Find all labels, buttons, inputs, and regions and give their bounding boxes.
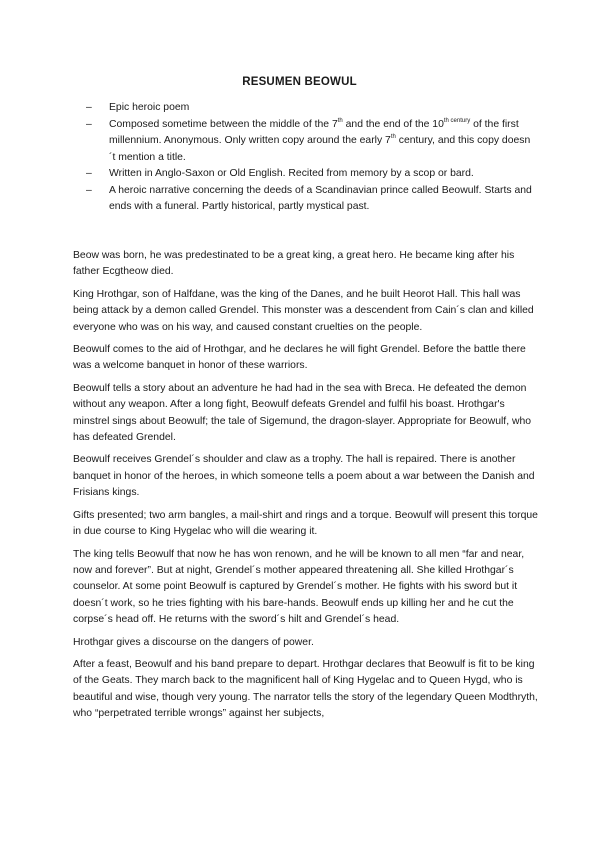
dash-bullet-icon: – bbox=[86, 184, 92, 196]
dash-bullet-icon: – bbox=[86, 168, 92, 179]
body-paragraph: Beowulf receives Grendel´s shoulder and claw as a trophy. The hall is repaired. There is another banquet in honor of the heroes, in which someone tells a poem about a war between the Danish and Frisians kings. bbox=[73, 454, 535, 499]
bullet-text: Written in Anglo-Saxon or Old English. Recited from memory by a scop or bard. bbox=[109, 168, 474, 179]
document-title: RESUMEN BEOWUL bbox=[242, 76, 357, 88]
summary-bullet-list bbox=[86, 100, 536, 216]
body-paragraph: Gifts presented; two arm bangles, a mail-shirt and rings and a torque. Beowulf will present this torque in due course to King Hygelac who will die wearing it. bbox=[73, 509, 538, 538]
dash-bullet-icon: – bbox=[86, 118, 92, 130]
body-paragraph: After a feast, Beowulf and his band prepare to depart. Hrothgar declares that Beowulf is fit to be king of the Geats. They march back to the magnificent hall of King Hygelac and to Queen Hygd, who is beautiful and wise, though very young. The narrator tells the story of the legendary Queen Modthryth, who “perpetrated terrible wrongs” against her subjects, bbox=[73, 658, 538, 720]
bullet-text: A heroic narrative concerning the deeds of a Scandinavian prince called Beowulf. Starts and ends with a funeral. Partly historical, partly mystical past. bbox=[109, 184, 532, 212]
bullet-text-part: of the first millennium. Anonymous. Only written copy around the early 7 bbox=[109, 118, 519, 146]
bullet-item bbox=[86, 100, 536, 117]
body-paragraph: Beow was born, he was predestinated to be a great king, a great hero. He became king after his father Ecgtheow died. bbox=[73, 250, 515, 278]
bullet-text: Epic heroic poem bbox=[109, 102, 190, 113]
body-paragraph: The king tells Beowulf that now he has won renown, and he will be known to all men “far and near, now and forever”. But at night, Grendel´s mother appeared threatening all. She killed Hrothgar´s counselor. At some point Beowulf is captured by Grendel´s mother. He fights with his sword but it doesn´t work, so he tries fighting with his bare-hands. Beowulf ends up killing her and he cut the corpse´s head off. He returns with the sword´s hilt and Grendel´s head. bbox=[73, 548, 525, 626]
superscript: th century bbox=[443, 117, 471, 124]
bullet-item bbox=[86, 166, 536, 183]
bullet-text-part: and the end of the 10 bbox=[342, 118, 444, 130]
superscript: th bbox=[337, 117, 343, 124]
body-paragraph: King Hrothgar, son of Halfdane, was the king of the Danes, and he built Heorot Hall. This hall was being attack by a demon called Grendel. This monster was a descendent from Cain´s clan and killed everyone who was on his way, and caused constant cruelties on the people. bbox=[73, 288, 534, 333]
body-paragraph: Hrothgar gives a discourse on the dangers of power. bbox=[73, 636, 314, 648]
body-text bbox=[73, 248, 539, 729]
bullet-item bbox=[86, 183, 536, 216]
bullet-item bbox=[86, 117, 536, 167]
dash-bullet-icon: – bbox=[86, 102, 92, 113]
body-paragraph: Beowulf tells a story about an adventure he had had in the sea with Breca. He defeated the demon without any weapon. After a long fight, Beowulf defeats Grendel and fulfil his boast. Hrothgar's minstrel sings about Beowulf; the tale of Sigemund, the dragon-slayer. Appropriate for Beowulf, who has defeated Grendel. bbox=[73, 382, 532, 444]
body-paragraph: Beowulf comes to the aid of Hrothgar, and he declares he will fight Grendel. Before the battle there was a welcome banquet in honor of these warriors. bbox=[73, 344, 526, 372]
bullet-text-part: century, and this copy doesn´t mention a title. bbox=[109, 135, 531, 163]
superscript: th bbox=[390, 134, 396, 140]
bullet-text-part: Composed sometime between the middle of the 7 bbox=[109, 118, 338, 130]
